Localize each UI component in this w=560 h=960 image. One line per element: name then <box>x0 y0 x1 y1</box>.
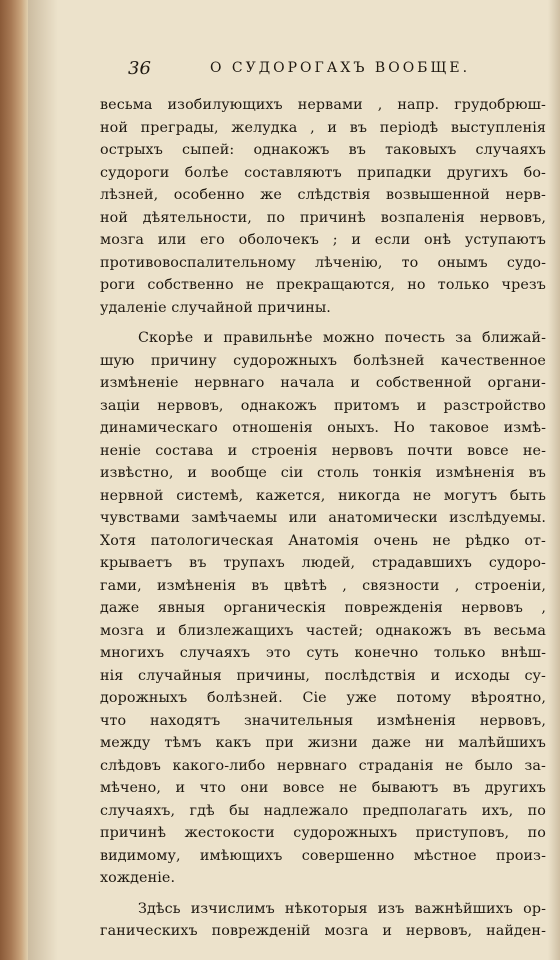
paragraph <box>100 327 546 890</box>
book-page <box>100 58 546 943</box>
text-line: противовоспалительному лѣченію, то онымъ судо- <box>100 254 546 271</box>
page-edge <box>548 0 560 960</box>
text-line: острыхъ сыпей: однакожъ въ таковыхъ случаяхъ <box>100 142 546 158</box>
book-spine <box>0 0 28 960</box>
paragraph <box>100 94 546 319</box>
text-line: неніе состава и строенія нервовъ почти вовсе не- <box>100 442 546 459</box>
text-line: гами, измѣненія въ цвѣтѣ , связности , строеніи, <box>100 577 546 594</box>
text-line: нервной системѣ, кажется, никогда не могутъ быть <box>100 487 546 504</box>
text-line: шую причину судорожныхъ болѣзней качественное <box>100 352 546 369</box>
text-line: что находятъ значительныя измѣненія нервовъ, <box>100 712 546 729</box>
text-line: Скорѣе и правильнѣе можно почесть за ближай- <box>138 330 546 346</box>
text-line: многихъ случаяхъ это суть конечно только внѣш- <box>100 645 546 661</box>
running-title: О СУДОРОГАХЪ ВООБЩЕ. <box>210 60 471 76</box>
paragraph <box>100 898 546 943</box>
text-line: динамическаго отношенія оныхъ. Но таковое измѣ- <box>100 420 546 436</box>
body-text <box>100 94 546 943</box>
text-line: ганическихъ поврежденій мозга и нервовъ, найден- <box>100 923 546 939</box>
text-line: весьма изобилующихъ нервами , напр. грудобрюш- <box>100 97 546 113</box>
text-line: извѣстно, и вообще сіи столь тонкія измѣненія въ <box>100 465 546 481</box>
text-line: заціи нервовъ, однакожъ притомъ и разстройство <box>100 397 546 414</box>
text-line: причинѣ жестокости судорожныхъ приступовъ, по <box>100 825 546 841</box>
text-line: Хотя патологическая Анатомія очень не рѣдко от- <box>100 532 546 549</box>
text-line: мѣчено, и что они вовсе не бываютъ въ другихъ <box>100 780 546 796</box>
text-line: удаленіе случайной причины. <box>100 299 331 316</box>
text-line: видимому, имѣющихъ совершенно мѣстное произ- <box>100 847 546 864</box>
page-header <box>100 58 546 86</box>
text-line: мозга и близлежащихъ частей; однакожъ въ весьма <box>100 622 546 639</box>
text-line: Здѣсь изчислимъ нѣкоторыя изъ важнѣйшихъ ор- <box>138 900 546 917</box>
text-line: судороги болѣе составляютъ припадки другихъ бо- <box>100 164 546 181</box>
text-line: чувствами замѣчаемы или анатомически изслѣдуемы. <box>100 510 546 526</box>
text-line: случаяхъ, гдѣ бы надлежало предполагать ихъ, по <box>100 802 546 819</box>
text-line: даже явныя органическія поврежденія нервовъ , <box>100 600 546 616</box>
text-line: нія случайныя причины, послѣдствія и исходы су- <box>100 667 546 684</box>
text-line: между тѣмъ какъ при жизни даже ни малѣйшихъ <box>100 735 546 751</box>
text-line: дорожныхъ болѣзней. Сіе уже потому вѣроятно, <box>100 690 546 706</box>
page-number: 36 <box>128 58 151 79</box>
text-line: ной дѣятельности, по причинѣ возпаленія нервовъ, <box>100 209 546 226</box>
text-line: крываетъ въ трупахъ людей, страдавшихъ судоро- <box>100 555 546 571</box>
text-line: слѣдовъ какого-либо нервнаго страданія не было за- <box>100 757 546 774</box>
text-line: лѣзней, особенно же слѣдствія возвышенной нерв- <box>100 187 546 203</box>
text-line: измѣненіе нервнаго начала и собственной органи- <box>100 375 546 391</box>
paragraph-gap <box>100 890 546 898</box>
text-line: ной преграды, желудка , и въ періодѣ выступленія <box>100 119 546 136</box>
paragraph-gap <box>100 319 546 327</box>
text-line: мозга или его оболочекъ ; и если онѣ уступаютъ <box>100 232 546 248</box>
gutter-shadow <box>28 0 58 960</box>
text-line: хожденіе. <box>100 870 176 886</box>
text-line: роги собственно не прекращаются, но только чрезъ <box>100 277 546 293</box>
